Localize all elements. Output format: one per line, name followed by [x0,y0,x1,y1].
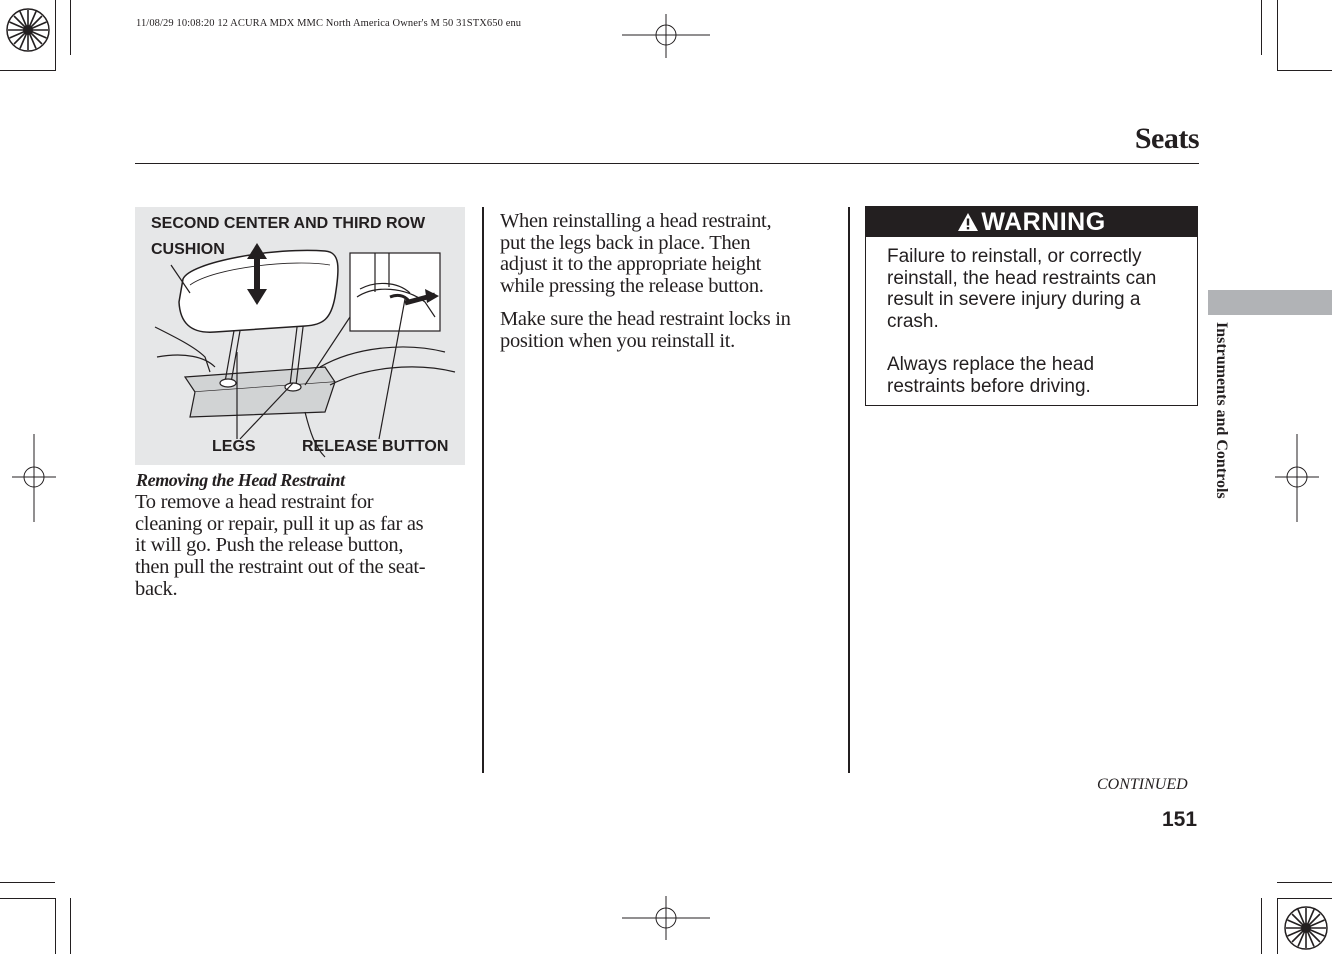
text-line: Always replace the head [887,354,1095,375]
text-line: put the legs back in place. Then [500,231,751,254]
figure-label-cushion-line1: SECOND CENTER AND THIRD ROW [151,215,426,232]
registration-crosshair-icon [622,896,710,940]
warning-title: WARNING [981,208,1106,236]
warning-box [865,206,1198,406]
warning-paragraph-2 [887,354,1192,397]
text-line: restraints before driving. [887,375,1091,397]
text-line: while pressing the release button. [500,275,764,298]
text-line: When reinstalling a head restraint, [500,210,772,232]
page-number: 151 [1162,808,1198,831]
text-line: adjust it to the appropriate height [500,253,762,276]
section-heading: Removing the Head Restraint [136,470,345,490]
column-divider [848,207,850,773]
head-restraint-illustration [135,207,465,465]
registration-starburst-icon [6,8,50,52]
warning-header [866,207,1197,237]
registration-crosshair-icon [622,14,710,58]
figure-label-cushion-line2: CUSHION [151,241,225,258]
text-line: Make sure the head restraint locks in [500,308,791,330]
text-line: result in severe injury during a [887,289,1141,311]
continued-label: CONTINUED [1097,776,1188,793]
text-line: To remove a head restraint for [135,491,374,513]
middle-column-paragraph-1 [500,211,771,298]
registration-crosshair-icon [12,434,56,522]
text-line: it will go. Push the release button, [135,534,404,557]
text-line: back. [135,577,178,600]
text-line: Failure to reinstall, or correctly [887,246,1142,267]
text-line: cleaning or repair, pull it up as far as [135,512,424,535]
title-rule [135,163,1199,164]
text-line: crash. [887,310,939,332]
warning-triangle-icon [957,212,979,232]
text-line: then pull the restraint out of the seat- [135,556,426,579]
column-divider [482,207,484,773]
middle-column-paragraph-2 [500,309,791,352]
registration-starburst-icon [1284,906,1328,950]
section-side-label: Instruments and Controls [1213,322,1230,499]
section-side-tab [1208,290,1332,315]
text-line: position when you reinstall it. [500,329,735,352]
figure-label-legs: LEGS [212,438,256,455]
print-header: 11/08/29 10:08:20 12 ACURA MDX MMC North America Owner's M 50 31STX650 enu [136,18,522,29]
registration-crosshair-icon [1275,434,1319,522]
page-title: Seats [1134,122,1199,155]
left-column-paragraph [135,492,425,601]
warning-paragraph-1 [887,246,1192,332]
figure-label-release-button: RELEASE BUTTON [302,438,449,455]
text-line: reinstall, the head restraints can [887,267,1157,289]
